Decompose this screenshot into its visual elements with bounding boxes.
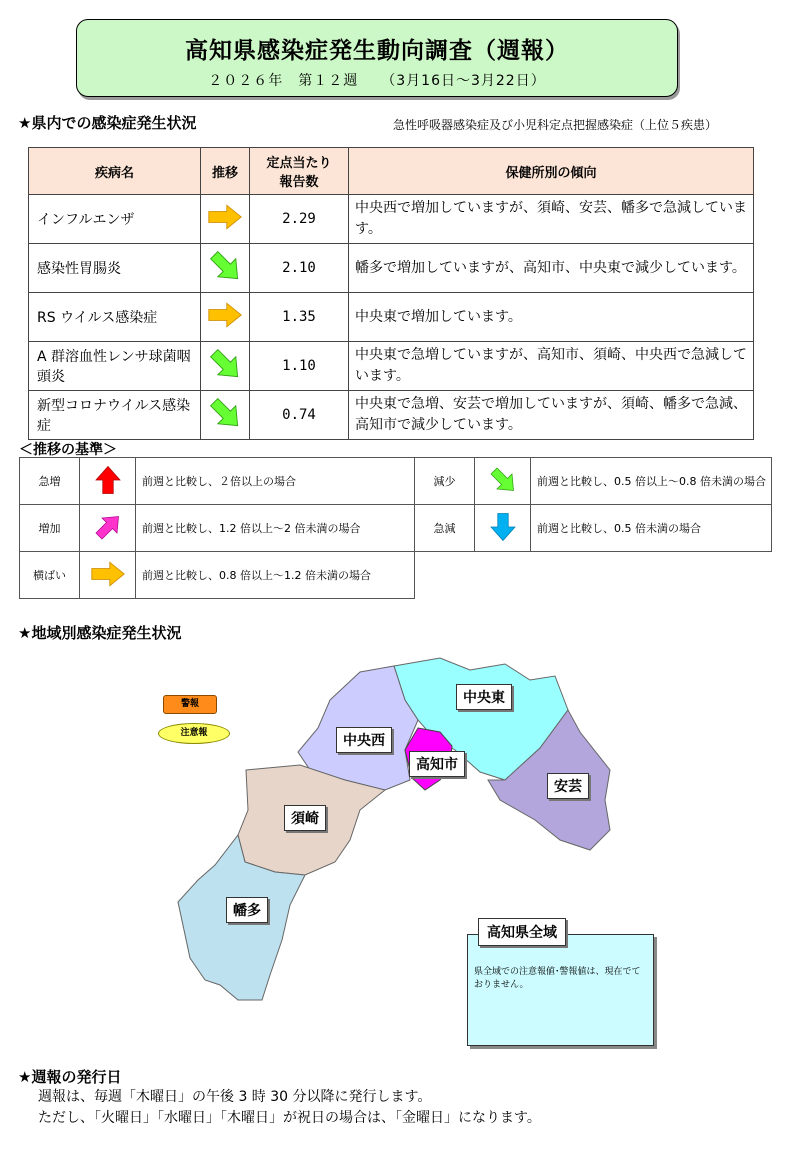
report-count: 0.74	[250, 391, 349, 440]
tendency-text: 中央西で増加していますが、須崎、安芸、幡多で急減しています。	[349, 195, 754, 244]
legend-text-decrease: 前週と比較し、0.5 倍以上～0.8 倍未満の場合	[531, 458, 772, 505]
title-banner	[76, 19, 678, 97]
decrease-arrow-icon	[488, 465, 518, 495]
label-aki: 安芸	[547, 773, 589, 799]
table-row	[29, 195, 754, 244]
legend-text-increase: 前週と比較し、1.2 倍以上～2 倍未満の場合	[136, 505, 415, 552]
tendency-text: 中央東で急増、安芸で増加していますが、須崎、幡多で急減、高知市で減少しています。	[349, 391, 754, 440]
tendency-text: 中央東で増加しています。	[349, 293, 754, 342]
header-disease-name: 疾病名	[29, 148, 201, 195]
legend-label-decrease: 減少	[415, 458, 475, 505]
table-row	[29, 391, 754, 440]
tendency-text: 幡多で増加していますが、高知市、中央東で減少しています。	[349, 244, 754, 293]
legend-label-surge: 急増	[20, 458, 80, 505]
disease-table	[28, 147, 754, 440]
tendency-text: 中央東で急増していますが、高知市、須崎、中央西で急減しています。	[349, 342, 754, 391]
section-heading-prefecture: ★県内での感染症発生状況	[18, 114, 197, 132]
section-heading-region: ★地域別感染症発生状況	[18, 624, 182, 642]
label-chuo-nishi: 中央西	[336, 727, 392, 753]
caution-badge: 注意報	[158, 723, 230, 744]
kochi-region-map	[0, 640, 787, 1060]
decrease-arrow-icon	[207, 395, 243, 431]
issue-line-2: ただし、「火曜日」「水曜日」「木曜日」が祝日の場合は、「金曜日」になります。	[38, 1110, 541, 1126]
label-hata: 幡多	[226, 897, 268, 923]
table-row	[29, 244, 754, 293]
table-header-row	[29, 148, 754, 195]
plunge-arrow-icon	[488, 512, 518, 542]
report-count: 2.29	[250, 195, 349, 244]
legend-label-plunge: 急減	[415, 505, 475, 552]
whole-prefecture-text: 県全域での注意報値･警報値は、現在でておりません。	[474, 967, 641, 990]
legend-text-flat: 前週と比較し、0.8 倍以上～1.2 倍未満の場合	[136, 552, 415, 599]
flat-arrow-icon	[90, 560, 126, 588]
disease-name: 新型コロナウイルス感染症	[29, 391, 201, 440]
disease-name: 感染性胃腸炎	[29, 244, 201, 293]
legend-label-flat: 横ばい	[20, 552, 80, 599]
disease-name: インフルエンザ	[29, 195, 201, 244]
decrease-arrow-icon	[207, 346, 243, 382]
surge-arrow-icon	[93, 465, 123, 495]
page-subtitle: ２０２６年 第１２週 （3月16日～3月22日）	[208, 73, 546, 89]
disease-name: A 群溶血性レンサ球菌咽頭炎	[29, 342, 201, 391]
legend-heading: ＜推移の基準＞	[19, 442, 117, 458]
legend-label-increase: 増加	[20, 505, 80, 552]
report-count: 1.35	[250, 293, 349, 342]
label-kochi-city: 高知市	[409, 751, 465, 777]
header-count-line1: 定点当たり	[266, 156, 332, 171]
whole-prefecture-label: 高知県全域	[478, 918, 566, 946]
issue-line-1: 週報は、毎週「木曜日」の午後 3 時 30 分以降に発行します。	[38, 1089, 432, 1105]
disease-name: RS ウイルス感染症	[29, 293, 201, 342]
report-count: 1.10	[250, 342, 349, 391]
flat-arrow-icon	[207, 202, 243, 232]
legend-text-surge: 前週と比較し、２倍以上の場合	[136, 458, 415, 505]
section-heading-issue: ★週報の発行日	[18, 1068, 122, 1086]
page-title: 高知県感染症発生動向調査（週報）	[185, 38, 569, 64]
header-count-line2: 報告数	[279, 175, 319, 190]
flat-arrow-icon	[207, 300, 243, 330]
section-note: 急性呼吸器感染症及び小児科定点把握感染症（上位５疾患）	[393, 118, 718, 132]
label-susaki: 須崎	[284, 805, 326, 831]
table-row	[29, 342, 754, 391]
report-count: 2.10	[250, 244, 349, 293]
legend-text-plunge: 前週と比較し、0.5 倍未満の場合	[531, 505, 772, 552]
header-tendency: 保健所別の傾向	[349, 148, 754, 195]
warning-badge: 警報	[163, 695, 217, 714]
table-row	[29, 293, 754, 342]
label-chuo-higashi: 中央東	[456, 684, 512, 710]
header-count	[250, 148, 349, 195]
decrease-arrow-icon	[207, 248, 243, 284]
legend-table	[19, 457, 772, 599]
increase-arrow-icon	[93, 512, 123, 542]
header-trend: 推移	[201, 148, 250, 195]
